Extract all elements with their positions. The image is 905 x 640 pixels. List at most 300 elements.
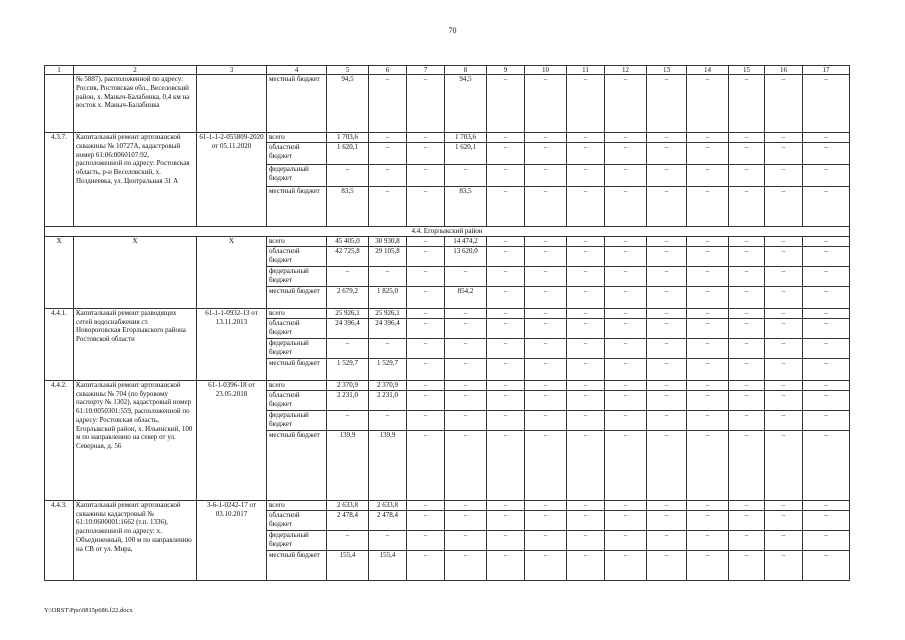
- amount-cell: –: [567, 133, 605, 143]
- amount-cell: –: [487, 164, 525, 186]
- amount-cell: –: [487, 133, 525, 143]
- column-number-cell: 8: [445, 66, 487, 75]
- amount-cell: 14 474,2: [445, 236, 487, 246]
- amount-cell: –: [567, 246, 605, 266]
- amount-cell: –: [765, 380, 803, 390]
- amount-cell: –: [567, 430, 605, 500]
- amount-cell: 155,4: [369, 550, 407, 580]
- amount-cell: –: [567, 286, 605, 308]
- column-number-cell: 10: [525, 66, 567, 75]
- amount-cell: –: [605, 390, 647, 410]
- amount-cell: –: [327, 338, 369, 358]
- budget-row: [45, 308, 850, 318]
- amount-cell: –: [445, 530, 487, 550]
- amount-cell: 45 405,0: [327, 236, 369, 246]
- amount-cell: –: [567, 358, 605, 380]
- amount-cell: –: [327, 410, 369, 430]
- amount-cell: –: [445, 550, 487, 580]
- amount-cell: –: [765, 266, 803, 286]
- amount-cell: –: [407, 430, 445, 500]
- amount-cell: –: [765, 236, 803, 246]
- amount-cell: –: [369, 142, 407, 164]
- amount-cell: –: [445, 510, 487, 530]
- budget-source-label: местный бюджет: [267, 286, 327, 308]
- amount-cell: –: [729, 510, 765, 530]
- amount-cell: –: [729, 308, 765, 318]
- item-name: № 5887), расположенной по адресу: Россия, Ростовская обл., Веселовский район, х. Маныч-Балабинка, 0,4 км на восток х. Маныч-Балабинка: [74, 75, 197, 133]
- amount-cell: –: [765, 286, 803, 308]
- amount-cell: –: [567, 318, 605, 338]
- amount-cell: –: [487, 236, 525, 246]
- amount-cell: –: [729, 550, 765, 580]
- amount-cell: –: [647, 236, 687, 246]
- amount-cell: –: [687, 390, 729, 410]
- amount-cell: –: [729, 286, 765, 308]
- amount-cell: –: [487, 338, 525, 358]
- amount-cell: –: [647, 358, 687, 380]
- item-number: 4.4.3.: [45, 500, 74, 580]
- amount-cell: –: [647, 430, 687, 500]
- amount-cell: 1 703,6: [327, 133, 369, 143]
- budget-source-label: местный бюджет: [267, 358, 327, 380]
- amount-cell: –: [605, 186, 647, 226]
- amount-cell: –: [687, 410, 729, 430]
- amount-cell: –: [687, 246, 729, 266]
- amount-cell: –: [407, 358, 445, 380]
- amount-cell: –: [605, 266, 647, 286]
- amount-cell: –: [369, 133, 407, 143]
- amount-cell: –: [487, 308, 525, 318]
- item-number: Х: [45, 236, 74, 308]
- amount-cell: –: [487, 246, 525, 266]
- amount-cell: –: [647, 510, 687, 530]
- column-number-row: [45, 66, 850, 75]
- amount-cell: –: [567, 390, 605, 410]
- amount-cell: –: [803, 550, 850, 580]
- amount-cell: 1 529,7: [327, 358, 369, 380]
- amount-cell: –: [647, 380, 687, 390]
- amount-cell: 155,4: [327, 550, 369, 580]
- amount-cell: 2 478,4: [369, 510, 407, 530]
- amount-cell: –: [687, 186, 729, 226]
- amount-cell: –: [803, 286, 850, 308]
- amount-cell: –: [445, 308, 487, 318]
- amount-cell: –: [525, 338, 567, 358]
- amount-cell: 1 703,6: [445, 133, 487, 143]
- amount-cell: –: [487, 318, 525, 338]
- item-document: 61-1-1-0932-13 от 13.11.2013: [197, 308, 267, 380]
- amount-cell: –: [765, 133, 803, 143]
- amount-cell: –: [407, 510, 445, 530]
- column-number-cell: 4: [267, 66, 327, 75]
- amount-cell: –: [407, 308, 445, 318]
- column-number-cell: 13: [647, 66, 687, 75]
- amount-cell: –: [525, 410, 567, 430]
- amount-cell: –: [407, 133, 445, 143]
- amount-cell: –: [803, 75, 850, 133]
- item-name: Капитальный ремонт артезианской скважины кадастровый № 61:10:0600001:1662 (т.п. 1336), расположенной по адресу: х. Объединенный, 100 м по направлению на СВ от ул. Мира,: [74, 500, 197, 580]
- item-document: 3-6-1-0242-17 от 03.10.2017: [197, 500, 267, 580]
- budget-source-label: федеральный бюджет: [267, 530, 327, 550]
- budget-source-label: всего: [267, 236, 327, 246]
- amount-cell: –: [765, 410, 803, 430]
- budget-source-label: местный бюджет: [267, 75, 327, 133]
- amount-cell: –: [729, 358, 765, 380]
- item-name: Капитальный ремонт артезианской скважины № 704 (по буровому паспорту № 1302), кадастровый номер 61:10:0050301:559, расположенной по адресу: Ростовская область, Егорлыкский район, х. Ильинский, 100 м по направлению на север от ул. Северная, д. 56: [74, 380, 197, 500]
- amount-cell: –: [407, 286, 445, 308]
- amount-cell: –: [369, 338, 407, 358]
- amount-cell: –: [687, 430, 729, 500]
- column-number-cell: 1: [45, 66, 74, 75]
- amount-cell: –: [647, 286, 687, 308]
- amount-cell: –: [765, 246, 803, 266]
- budget-source-label: федеральный бюджет: [267, 338, 327, 358]
- amount-cell: –: [487, 500, 525, 510]
- amount-cell: –: [729, 410, 765, 430]
- amount-cell: –: [605, 550, 647, 580]
- amount-cell: 83,5: [327, 186, 369, 226]
- amount-cell: –: [803, 308, 850, 318]
- item-document: Х: [197, 236, 267, 308]
- amount-cell: –: [445, 358, 487, 380]
- amount-cell: 24 396,4: [369, 318, 407, 338]
- amount-cell: –: [445, 390, 487, 410]
- amount-cell: –: [327, 530, 369, 550]
- amount-cell: –: [803, 142, 850, 164]
- amount-cell: –: [445, 164, 487, 186]
- column-number-cell: 3: [197, 66, 267, 75]
- amount-cell: –: [525, 308, 567, 318]
- amount-cell: –: [567, 142, 605, 164]
- amount-cell: –: [605, 318, 647, 338]
- amount-cell: –: [445, 430, 487, 500]
- amount-cell: –: [729, 390, 765, 410]
- amount-cell: –: [647, 410, 687, 430]
- amount-cell: 83,5: [445, 186, 487, 226]
- amount-cell: –: [567, 500, 605, 510]
- column-number-cell: 14: [687, 66, 729, 75]
- amount-cell: –: [487, 380, 525, 390]
- amount-cell: –: [567, 308, 605, 318]
- amount-cell: –: [729, 186, 765, 226]
- amount-cell: –: [445, 500, 487, 510]
- amount-cell: –: [327, 266, 369, 286]
- amount-cell: –: [525, 266, 567, 286]
- amount-cell: –: [803, 186, 850, 226]
- item-number: 4.3.7.: [45, 133, 74, 227]
- amount-cell: –: [605, 430, 647, 500]
- amount-cell: –: [729, 500, 765, 510]
- amount-cell: –: [525, 510, 567, 530]
- amount-cell: 25 926,1: [327, 308, 369, 318]
- amount-cell: –: [525, 142, 567, 164]
- amount-cell: 2 633,8: [369, 500, 407, 510]
- item-name: Х: [74, 236, 197, 308]
- amount-cell: –: [605, 510, 647, 530]
- amount-cell: –: [407, 75, 445, 133]
- column-number-cell: 12: [605, 66, 647, 75]
- amount-cell: –: [445, 338, 487, 358]
- amount-cell: –: [525, 133, 567, 143]
- amount-cell: –: [803, 390, 850, 410]
- amount-cell: 139,9: [369, 430, 407, 500]
- amount-cell: –: [765, 550, 803, 580]
- amount-cell: –: [765, 510, 803, 530]
- amount-cell: –: [407, 410, 445, 430]
- amount-cell: –: [525, 430, 567, 500]
- budget-source-label: местный бюджет: [267, 550, 327, 580]
- amount-cell: –: [729, 380, 765, 390]
- amount-cell: –: [605, 236, 647, 246]
- budget-source-label: местный бюджет: [267, 186, 327, 226]
- amount-cell: –: [487, 530, 525, 550]
- amount-cell: 2 231,0: [327, 390, 369, 410]
- budget-row: [45, 75, 850, 133]
- amount-cell: –: [487, 266, 525, 286]
- budget-source-label: областной бюджет: [267, 318, 327, 338]
- amount-cell: –: [567, 338, 605, 358]
- amount-cell: –: [687, 358, 729, 380]
- item-number: 4.4.2.: [45, 380, 74, 500]
- amount-cell: –: [605, 286, 647, 308]
- amount-cell: –: [487, 286, 525, 308]
- amount-cell: –: [729, 430, 765, 500]
- amount-cell: –: [567, 410, 605, 430]
- amount-cell: –: [687, 142, 729, 164]
- amount-cell: –: [567, 266, 605, 286]
- amount-cell: –: [487, 358, 525, 380]
- amount-cell: –: [567, 186, 605, 226]
- amount-cell: –: [407, 236, 445, 246]
- amount-cell: –: [765, 142, 803, 164]
- amount-cell: –: [605, 75, 647, 133]
- amount-cell: –: [525, 530, 567, 550]
- amount-cell: –: [765, 75, 803, 133]
- amount-cell: –: [647, 550, 687, 580]
- amount-cell: –: [729, 142, 765, 164]
- column-number-cell: 11: [567, 66, 605, 75]
- budget-source-label: местный бюджет: [267, 430, 327, 500]
- budget-row: [45, 500, 850, 510]
- amount-cell: –: [687, 133, 729, 143]
- amount-cell: 1 620,1: [445, 142, 487, 164]
- amount-cell: –: [647, 75, 687, 133]
- amount-cell: –: [687, 75, 729, 133]
- amount-cell: 2 370,9: [327, 380, 369, 390]
- budget-source-label: федеральный бюджет: [267, 164, 327, 186]
- amount-cell: –: [407, 550, 445, 580]
- item-document: 61-1-1-2-055809-2020 от 05.11.2020: [197, 133, 267, 227]
- amount-cell: –: [803, 410, 850, 430]
- budget-source-label: всего: [267, 500, 327, 510]
- amount-cell: –: [803, 380, 850, 390]
- amount-cell: –: [407, 246, 445, 266]
- amount-cell: –: [525, 390, 567, 410]
- column-number-cell: 2: [74, 66, 197, 75]
- amount-cell: –: [369, 164, 407, 186]
- column-number-cell: 6: [369, 66, 407, 75]
- amount-cell: –: [647, 133, 687, 143]
- item-document: 61-1-0396-18 от 23.05.2018: [197, 380, 267, 500]
- amount-cell: 30 930,8: [369, 236, 407, 246]
- amount-cell: –: [525, 380, 567, 390]
- budget-source-label: федеральный бюджет: [267, 410, 327, 430]
- amount-cell: –: [729, 75, 765, 133]
- column-number-cell: 5: [327, 66, 369, 75]
- amount-cell: 2 231,0: [369, 390, 407, 410]
- amount-cell: –: [605, 380, 647, 390]
- amount-cell: –: [605, 308, 647, 318]
- item-number: 4.4.1.: [45, 308, 74, 380]
- amount-cell: –: [729, 164, 765, 186]
- amount-cell: –: [647, 142, 687, 164]
- amount-cell: –: [567, 164, 605, 186]
- amount-cell: 13 620,0: [445, 246, 487, 266]
- amount-cell: –: [525, 550, 567, 580]
- amount-cell: –: [687, 550, 729, 580]
- amount-cell: –: [647, 266, 687, 286]
- amount-cell: –: [687, 530, 729, 550]
- amount-cell: –: [369, 530, 407, 550]
- amount-cell: –: [765, 358, 803, 380]
- amount-cell: –: [567, 510, 605, 530]
- amount-cell: –: [765, 186, 803, 226]
- amount-cell: –: [525, 186, 567, 226]
- amount-cell: –: [487, 186, 525, 226]
- amount-cell: –: [407, 266, 445, 286]
- amount-cell: 29 105,8: [369, 246, 407, 266]
- amount-cell: –: [647, 164, 687, 186]
- amount-cell: –: [407, 186, 445, 226]
- amount-cell: –: [687, 510, 729, 530]
- amount-cell: –: [487, 430, 525, 500]
- amount-cell: 2 633,8: [327, 500, 369, 510]
- amount-cell: 94,5: [445, 75, 487, 133]
- budget-source-label: областной бюджет: [267, 142, 327, 164]
- amount-cell: 854,2: [445, 286, 487, 308]
- amount-cell: –: [687, 236, 729, 246]
- item-document: [197, 75, 267, 133]
- amount-cell: –: [445, 266, 487, 286]
- amount-cell: –: [487, 510, 525, 530]
- amount-cell: 94,5: [327, 75, 369, 133]
- amount-cell: –: [687, 500, 729, 510]
- budget-source-label: областной бюджет: [267, 510, 327, 530]
- amount-cell: –: [765, 338, 803, 358]
- column-number-cell: 9: [487, 66, 525, 75]
- amount-cell: –: [407, 338, 445, 358]
- amount-cell: –: [407, 500, 445, 510]
- budget-source-label: федеральный бюджет: [267, 266, 327, 286]
- amount-cell: –: [765, 308, 803, 318]
- amount-cell: –: [765, 430, 803, 500]
- budget-source-label: областной бюджет: [267, 390, 327, 410]
- amount-cell: –: [407, 164, 445, 186]
- amount-cell: –: [803, 133, 850, 143]
- amount-cell: –: [445, 380, 487, 390]
- column-number-cell: 17: [803, 66, 850, 75]
- amount-cell: –: [765, 164, 803, 186]
- budget-row: [45, 380, 850, 390]
- item-name: Капитальный ремонт разводящих сетей водоснабжения ст. Новороговская Егорлыкского района Ростовской области: [74, 308, 197, 380]
- amount-cell: –: [407, 530, 445, 550]
- amount-cell: –: [525, 358, 567, 380]
- amount-cell: –: [687, 318, 729, 338]
- budget-row: [45, 236, 850, 246]
- page-number: 70: [448, 26, 457, 35]
- amount-cell: –: [369, 186, 407, 226]
- section-row: [45, 226, 850, 236]
- amount-cell: –: [803, 164, 850, 186]
- amount-cell: 42 725,8: [327, 246, 369, 266]
- amount-cell: –: [407, 142, 445, 164]
- amount-cell: –: [729, 236, 765, 246]
- amount-cell: –: [803, 236, 850, 246]
- amount-cell: –: [605, 142, 647, 164]
- amount-cell: –: [487, 550, 525, 580]
- amount-cell: –: [803, 358, 850, 380]
- amount-cell: –: [803, 510, 850, 530]
- amount-cell: 1 825,0: [369, 286, 407, 308]
- amount-cell: –: [765, 390, 803, 410]
- amount-cell: –: [687, 338, 729, 358]
- budget-row: [45, 133, 850, 143]
- amount-cell: –: [369, 75, 407, 133]
- amount-cell: –: [525, 236, 567, 246]
- amount-cell: –: [765, 500, 803, 510]
- amount-cell: 24 396,4: [327, 318, 369, 338]
- amount-cell: –: [487, 410, 525, 430]
- budget-source-label: областной бюджет: [267, 246, 327, 266]
- amount-cell: –: [687, 380, 729, 390]
- amount-cell: –: [605, 358, 647, 380]
- amount-cell: –: [803, 338, 850, 358]
- column-number-cell: 7: [407, 66, 445, 75]
- amount-cell: –: [729, 246, 765, 266]
- amount-cell: –: [567, 380, 605, 390]
- amount-cell: –: [525, 164, 567, 186]
- amount-cell: –: [687, 164, 729, 186]
- amount-cell: –: [605, 410, 647, 430]
- amount-cell: –: [729, 338, 765, 358]
- amount-cell: –: [445, 410, 487, 430]
- amount-cell: –: [605, 164, 647, 186]
- amount-cell: –: [647, 318, 687, 338]
- amount-cell: 139,9: [327, 430, 369, 500]
- item-name: Капитальный ремонт артезианской скважины № 10727А, кадастровый номер 61:06:0060107:92, расположенной по адресу: Ростовская область, р-н Веселовский, х. Позднеевка, ул. Центральная 31 А: [74, 133, 197, 227]
- amount-cell: –: [525, 286, 567, 308]
- amount-cell: –: [647, 308, 687, 318]
- amount-cell: –: [407, 318, 445, 338]
- amount-cell: –: [729, 133, 765, 143]
- amount-cell: –: [525, 246, 567, 266]
- amount-cell: –: [567, 550, 605, 580]
- amount-cell: –: [567, 75, 605, 133]
- amount-cell: –: [765, 318, 803, 338]
- amount-cell: 2 370,9: [369, 380, 407, 390]
- amount-cell: –: [803, 500, 850, 510]
- amount-cell: –: [369, 410, 407, 430]
- amount-cell: –: [605, 133, 647, 143]
- amount-cell: –: [729, 266, 765, 286]
- amount-cell: –: [803, 430, 850, 500]
- amount-cell: –: [729, 530, 765, 550]
- amount-cell: 25 926,1: [369, 308, 407, 318]
- amount-cell: –: [647, 530, 687, 550]
- amount-cell: –: [525, 500, 567, 510]
- amount-cell: –: [803, 318, 850, 338]
- amount-cell: –: [487, 75, 525, 133]
